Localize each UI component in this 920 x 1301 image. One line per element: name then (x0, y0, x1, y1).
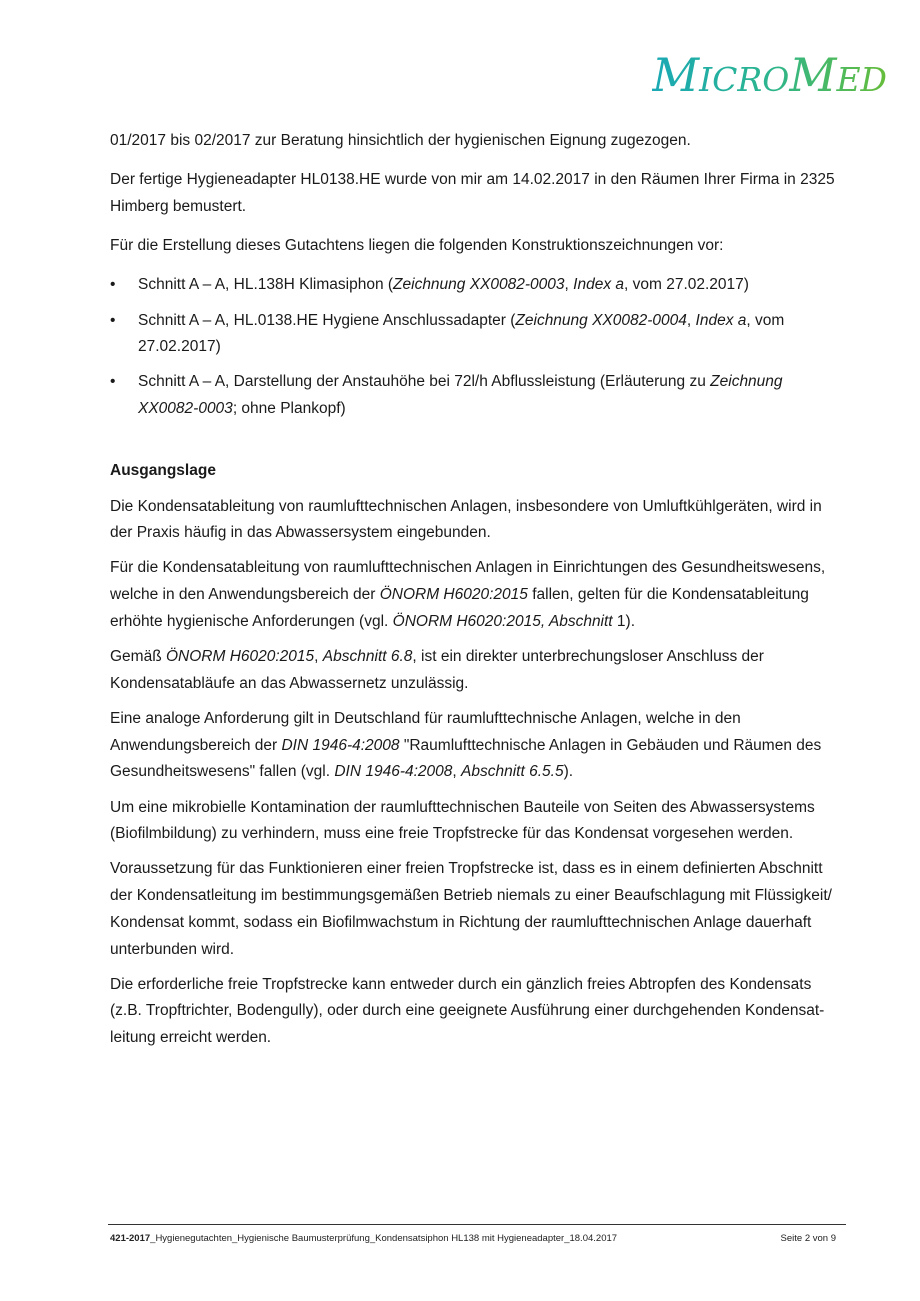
drawings-list (110, 272, 840, 423)
micromed-logo (652, 48, 887, 103)
paragraph-intro: 01/2017 bis 02/2017 zur Beratung hinsichtlich der hygienischen Eignung zugezogen. (110, 132, 691, 149)
bullet-icon: • (110, 276, 116, 294)
paragraph-sample: Der fertige Hygieneadapter HL0138.HE wurde von mir am 14.02.2017 in den Räumen Ihrer Firma in 2325 Himberg bemustert. (110, 171, 835, 215)
section-heading-ausgangslage: Ausgangslage (110, 462, 216, 480)
list-item: • Schnitt A – A, HL.138H Klimasiphon (Zeichnung XX0082-0003, Index a, vom 27.02.2017) (110, 272, 840, 299)
list-item: • Schnitt A – A, Darstellung der Anstauhöhe bei 72l/h Abflussleistung (Erläuterung zu Zeichnung XX0082-0003; ohne Plankopf) (110, 369, 840, 422)
list-item: • Schnitt A – A, HL.0138.HE Hygiene Anschlussadapter (Zeichnung XX0082-0004, Index a, vom 27.02.2017) (110, 308, 840, 361)
paragraph-situation: Die Kondensatableitung von raumlufttechnischen Anlagen, insbesondere von Umluftkühlgeräten, wird in der Praxis häufig in das Abwassersystem eingebunden. (110, 497, 822, 542)
paragraph-din: Eine analoge Anforderung gilt in Deutschland für raumlufttechnische Anlagen, welche in den Anwendungsbereich der DIN 1946-4:2008 "Raumlufttechnische Anlagen in Gebäuden und Räumen des Gesundheitswesens" fallen (vgl. DIN 1946-4:2008, Abschnitt 6.5.5). (110, 709, 822, 781)
footer-divider (108, 1224, 846, 1225)
bullet-icon: • (110, 373, 116, 391)
paragraph-contamination: Um eine mikrobielle Kontamination der raumlufttechnischen Bauteile von Seiten des Abwassersystems (Biofilmbildung) zu verhindern, muss eine freie Tropfstrecke für das Kondensat vorgesehen werden. (110, 798, 815, 843)
footer-doc-title: 421-2017_Hygienegutachten_Hygienische Baumusterprüfung_Kondensatsiphon HL138 mit Hygieneadapter_18.04.2017 (110, 1233, 618, 1244)
paragraph-prerequisite: Voraussetzung für das Funktionieren einer freien Tropfstrecke ist, dass es in einem definierten Abschnitt der Kondensatleitung im bestimmungsgemäßen Betrieb niemals zu einer Beaufschlagung mit Flüssigkeit/ Kondensat kommt, sodass ein Biofilmwachstum in Richtung der raumlufttechnischen Anlage dauerhaft unterbunden wird. (110, 860, 832, 958)
paragraph-drip-path: Die erforderliche freie Tropfstrecke kann entweder durch ein gänzlich freies Abtropfen des Kondensats (z.B. Tropftrichter, Bodengully), oder durch eine geeignete Ausführung einer durchgehenden Kondensat-leitung erreicht werden. (110, 975, 825, 1047)
paragraph-onorm: Gemäß ÖNORM H6020:2015, Abschnitt 6.8, ist ein direkter unterbrechungsloser Anschluss der Kondensatabläufe an das Abwassernetz unzulässig. (110, 648, 764, 692)
document-body (110, 128, 840, 1060)
logo-text: MICROMED (652, 48, 887, 102)
paragraph-drawings-intro: Für die Erstellung dieses Gutachtens liegen die folgenden Konstruktionszeichnungen vor: (110, 237, 724, 255)
page-number: Seite 2 von 9 (780, 1233, 836, 1244)
bullet-icon: • (110, 311, 116, 329)
paragraph-requirements: Für die Kondensatableitung von raumlufttechnischen Anlagen in Einrichtungen des Gesundheitswesens, welche in den Anwendungsbereich der ÖNORM H6020:2015 fallen, gelten für die Kondensatableitung erhöhte hygienische Anforderungen (vgl. ÖNORM H6020:2015, Abschnitt 1). (110, 559, 826, 630)
